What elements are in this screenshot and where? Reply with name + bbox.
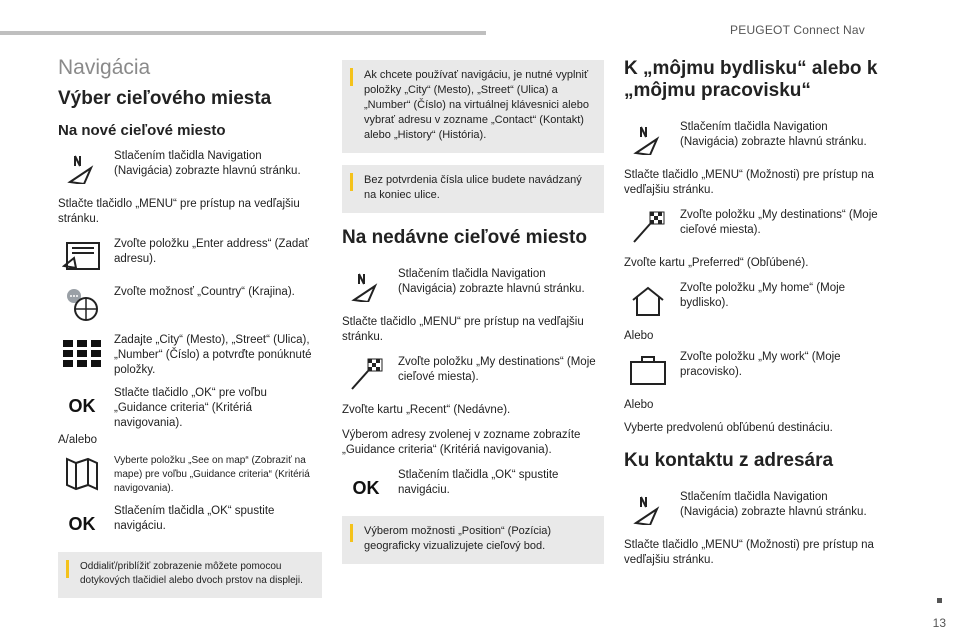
destination-flag-icon	[342, 355, 390, 395]
ok-button-icon	[58, 504, 106, 544]
subheading-new-destination: Na nové cieľové miesto	[58, 122, 226, 139]
page-title: Výber cieľového miesta	[58, 88, 272, 109]
step-text: Zvoľte kartu „Recent“ (Nedávne).	[342, 404, 511, 416]
note-text: Ak chcete používať navigáciu, je nutné vyplniť položky „City“ (Mesto), „Street“ (Ulica) a „Number“ (Číslo) na virtuálnej klávesnici alebo vybrať adresu v zozname „Contact“ (Kontakt) alebo „History“ (História).	[364, 69, 589, 141]
note-accent-bar	[66, 560, 69, 578]
step-text: Stlačením tlačidla „OK“ spustite navigáciu.	[114, 505, 275, 532]
header-title: PEUGEOT Connect Nav	[730, 23, 865, 37]
step-text: Zvoľte kartu „Preferred“ (Obľúbené).	[624, 257, 809, 269]
step-text: Stlačením tlačidla Navigation (Navigácia) zobrazte hlavnú stránku.	[680, 121, 867, 148]
note-text: Bez potvrdenia čísla ulice budete navádzaný na koniec ulice.	[364, 174, 582, 201]
column-2	[342, 60, 604, 576]
step-text: Zvoľte položku „My destinations“ (Moje cieľové miesta).	[398, 356, 596, 383]
step-row	[58, 504, 322, 544]
step-text: Zvoľte položku „Enter address“ (Zadať adresu).	[114, 238, 309, 265]
step-text: Zvoľte položku „My work“ (Moje pracovisko).	[680, 351, 841, 378]
step-text: Stlačte tlačidlo „MENU“ pre prístup na vedľajšiu stránku.	[342, 316, 584, 343]
step-row	[342, 468, 604, 508]
step-row	[624, 350, 886, 390]
note-text: Výberom možnosti „Position“ (Pozícia) geograficky vizualizujete cieľový bod.	[364, 525, 552, 552]
step-text: Stlačte tlačidlo „OK“ pre voľbu „Guidance criteria“ (Kritériá navigovania).	[114, 387, 267, 429]
navigation-arrow-icon	[342, 267, 390, 307]
column-1	[58, 52, 322, 610]
note-accent-bar	[350, 173, 353, 191]
step-row	[58, 237, 322, 277]
step-row	[58, 454, 322, 496]
address-card-icon	[58, 237, 106, 277]
step-row	[58, 386, 322, 431]
page-number: 13	[932, 616, 946, 630]
step-row	[624, 490, 886, 530]
step-text: Stlačte tlačidlo „MENU“ (Možnosti) pre prístup na vedľajšiu stránku.	[624, 539, 874, 566]
step-text: Stlačením tlačidla Navigation (Navigácia) zobrazte hlavnú stránku.	[680, 491, 867, 518]
ok-label: OK	[68, 395, 96, 416]
section-title: Navigácia	[58, 56, 151, 79]
ok-label: OK	[68, 513, 96, 534]
step-text: Zvoľte možnosť „Country“ (Krajina).	[114, 286, 295, 298]
destination-flag-icon	[624, 208, 672, 248]
column-3	[624, 58, 886, 578]
note-accent-bar	[350, 524, 353, 542]
step-row	[624, 281, 886, 321]
ok-button-icon	[342, 468, 390, 508]
step-text: Stlačením tlačidla Navigation (Navigácia) zobrazte hlavnú stránku.	[398, 268, 585, 295]
step-text: Zvoľte položku „My destinations“ (Moje cieľové miesta).	[680, 209, 878, 236]
or-label: A/alebo	[58, 434, 98, 446]
step-text: Vyberte predvolenú obľúbenú destináciu.	[624, 422, 833, 434]
header-rule	[0, 31, 486, 35]
step-text: Stlačením tlačidla „OK“ spustite navigáciu.	[398, 469, 559, 496]
note-text: Oddialiť/priblížiť zobrazenie môžete pomocou dotykových tlačidiel alebo dvoch prstov na displeji.	[80, 561, 303, 586]
step-text: Vyberte položku „See on map“ (Zobraziť na mape) pre voľbu „Guidance criteria“ (Kritériá navigovania).	[114, 455, 310, 494]
country-globe-icon	[58, 285, 106, 325]
or-label: Alebo	[624, 399, 654, 411]
step-row	[342, 267, 604, 307]
note-accent-bar	[350, 68, 353, 86]
step-row	[58, 333, 322, 378]
page-marker	[937, 598, 942, 603]
info-note	[58, 552, 322, 598]
navigation-arrow-icon	[624, 120, 672, 160]
step-text: Zvoľte položku „My home“ (Moje bydlisko).	[680, 282, 846, 309]
heading-contact: Ku kontaktu z adresára	[624, 450, 834, 471]
heading-recent-destination: Na nedávne cieľové miesto	[342, 227, 587, 248]
keyboard-icon	[58, 333, 106, 373]
ok-button-icon	[58, 386, 106, 426]
ok-label: OK	[352, 477, 380, 498]
step-row	[342, 355, 604, 395]
step-text: Stlačením tlačidla Navigation (Navigácia) zobrazte hlavnú stránku.	[114, 150, 301, 177]
step-text: Stlačte tlačidlo „MENU“ pre prístup na vedľajšiu stránku.	[58, 198, 300, 225]
or-label: Alebo	[624, 330, 654, 342]
heading-home-work: K „môjmu bydlisku“ alebo k „môjmu pracovisku“	[624, 58, 878, 101]
info-note	[342, 516, 604, 564]
book-map-icon	[58, 454, 106, 494]
info-note	[342, 60, 604, 153]
step-text: Výberom adresy zvolenej v zozname zobrazíte „Guidance criteria“ (Kritériá navigovania).	[342, 429, 581, 456]
navigation-arrow-icon	[624, 490, 672, 530]
step-row	[58, 285, 322, 325]
info-note	[342, 165, 604, 213]
step-text: Zadajte „City“ (Mesto), „Street“ (Ulica), „Number“ (Číslo) a potvrďte ponúknuté položky.	[114, 334, 312, 376]
navigation-arrow-icon	[58, 149, 106, 189]
step-row	[624, 120, 886, 160]
step-text: Stlačte tlačidlo „MENU“ (Možnosti) pre prístup na vedľajšiu stránku.	[624, 169, 874, 196]
step-row	[58, 149, 322, 189]
home-icon	[624, 281, 672, 321]
step-row	[624, 208, 886, 248]
work-briefcase-icon	[624, 350, 672, 390]
